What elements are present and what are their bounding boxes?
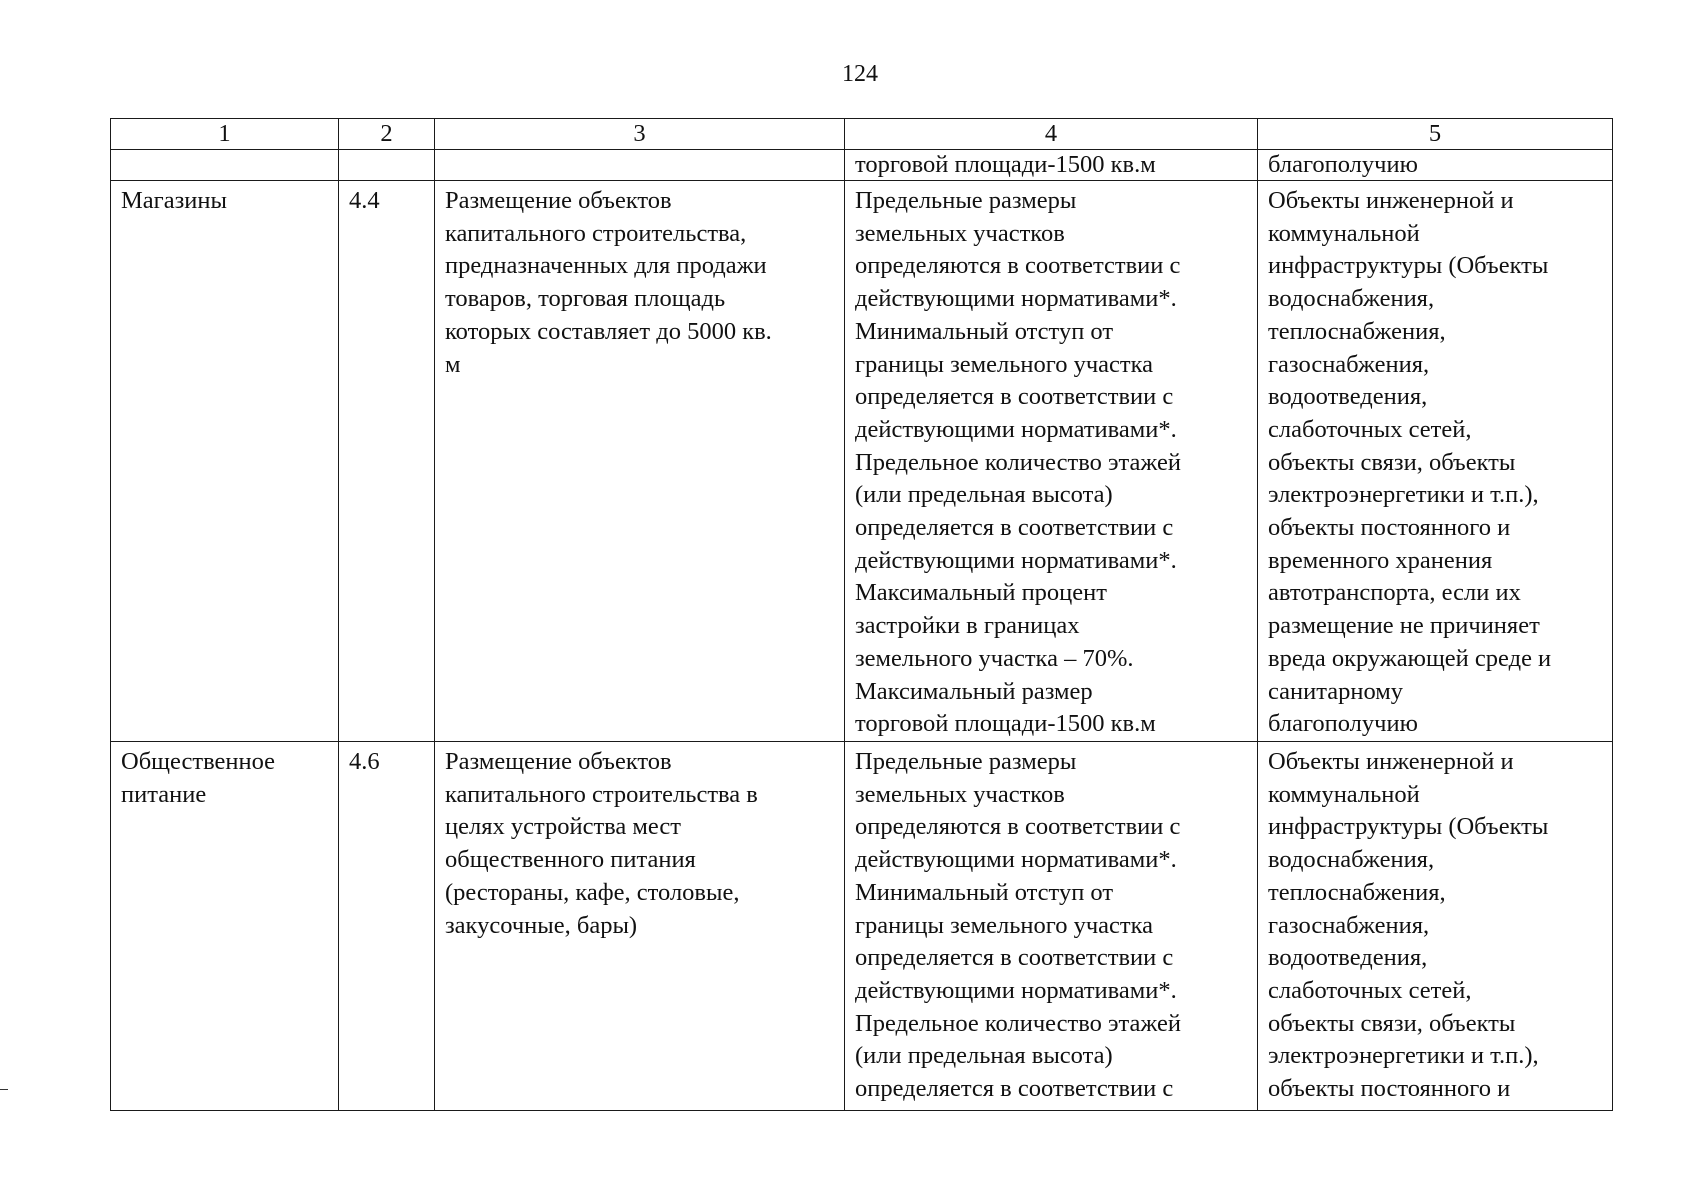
land-use-table [110,118,1613,1111]
table-row [111,742,1613,1111]
use-type-description: Размещение объектов капитального строительства, предназначенных для продажи товаров, торговая площадь которых составляет до 5000 кв. м [435,181,845,742]
continuation-cell-5: благополучию [1258,150,1613,181]
continuation-cell-4: торговой площади-1500 кв.м [845,150,1258,181]
table-header-row [111,119,1613,150]
column-header-2: 2 [339,119,435,150]
auxiliary-uses: Объекты инженерной и коммунальной инфраструктуры (Объекты водоснабжения, теплоснабжения, газоснабжения, водоотведения, слаботочных сетей, объекты связи, объекты электроэнергетики и т.п.), объекты постоянного и [1258,742,1613,1111]
building-parameters: Предельные размеры земельных участков определяются в соответствии с действующими нормативами*. Минимальный отступ от границы земельного участка определяется в соответствии с действующими нормативами*. Предельное количество этажей (или предельная высота) определяется в соответствии с действующими нормативами*. Максимальный процент застройки в границах земельного участка – 70%. Максимальный размер торговой площади-1500 кв.м [845,181,1258,742]
building-parameters: Предельные размеры земельных участков определяются в соответствии с действующими нормативами*. Минимальный отступ от границы земельного участка определяется в соответствии с действующими нормативами*. Предельное количество этажей (или предельная высота) определяется в соответствии с [845,742,1258,1111]
table-row [111,181,1613,742]
continuation-cell-2 [339,150,435,181]
page-number: 124 [842,61,878,87]
use-type-code: 4.6 [339,742,435,1111]
use-type-code: 4.4 [339,181,435,742]
column-header-4: 4 [845,119,1258,150]
continuation-cell-1 [111,150,339,181]
use-type-description: Размещение объектов капитального строительства в целях устройства мест общественного питания (рестораны, кафе, столовые, закусочные, бары) [435,742,845,1111]
continuation-row [111,150,1613,181]
use-type-name: Магазины [111,181,339,742]
column-header-1: 1 [111,119,339,150]
column-header-3: 3 [435,119,845,150]
continuation-cell-3 [435,150,845,181]
use-type-name: Общественное питание [111,742,339,1111]
margin-mark [0,1089,8,1090]
column-header-5: 5 [1258,119,1613,150]
auxiliary-uses: Объекты инженерной и коммунальной инфраструктуры (Объекты водоснабжения, теплоснабжения, газоснабжения, водоотведения, слаботочных сетей, объекты связи, объекты электроэнергетики и т.п.), объекты постоянного и временного хранения автотранспорта, если их размещение не причиняет вреда окружающей среде и санитарному благополучию [1258,181,1613,742]
